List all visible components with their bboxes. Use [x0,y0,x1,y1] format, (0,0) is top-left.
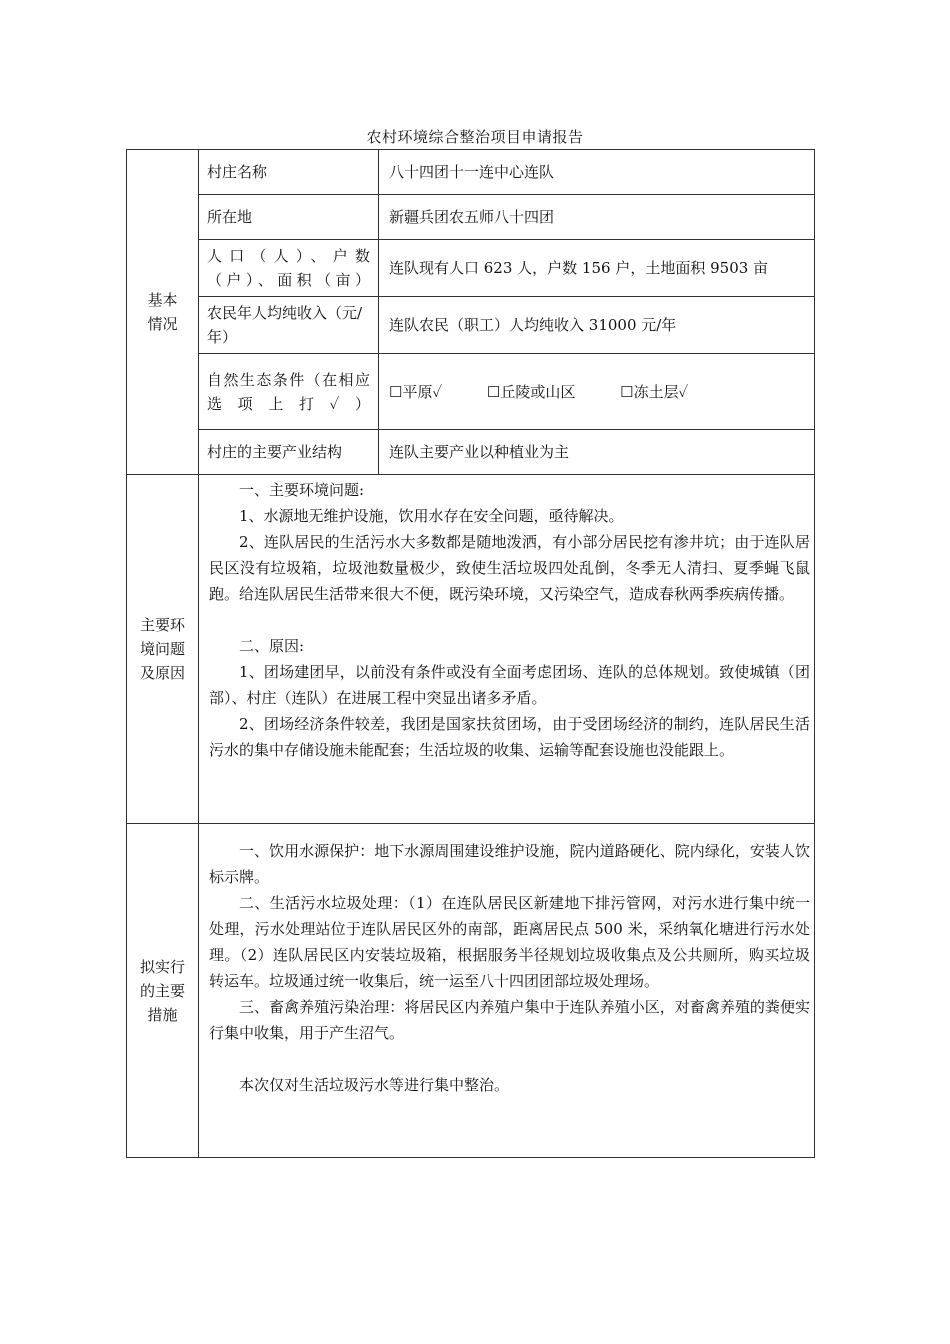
section-label-basic [127,150,199,475]
document-title: 农村环境综合整治项目申请报告 [366,128,584,146]
row-ecology [127,354,815,430]
row-problems [127,475,815,824]
problems-content [199,475,815,824]
problems-paragraph: 2、连队居民的生活污水大多数都是随地泼洒，有小部分居民挖有渗井坑；由于连队居民区没有垃圾箱，垃圾池数量极少，致使生活垃圾四处乱倒，冬季无人清扫、夏季蝇飞鼠跑。给连队居民生活带来很大不便，既污染环境，又污染空气，造成春秋两季疾病传播。 [209,533,810,603]
row-location [127,195,815,240]
field-value: 连队现有人口 623 人，户数 156 户，土地面积 9503 亩 [379,240,815,297]
row-income [127,297,815,354]
problems-heading: 一、主要环境问题: [239,481,365,499]
field-value: 连队农民（职工）人均纯收入 31000 元/年 [379,297,815,354]
field-label: 人口（人）、户数（户）、面积（亩） [199,240,379,297]
ecology-options [379,354,815,430]
section-label-problems [127,475,199,824]
measures-content [199,824,815,1158]
row-industry [127,430,815,475]
section-label-problems-text: 主要环 境问题 及原因 [139,616,185,682]
option-permafrost[interactable]: ☐冻土层✓ [620,382,689,401]
measures-paragraph: 一、饮用水源保护：地下水源周围建设维护设施，院内道路硬化、院内绿化，安装人饮标示牌。 [209,842,810,886]
field-value: 新疆兵团农五师八十四团 [379,195,815,240]
field-value: 连队主要产业以种植业为主 [379,430,815,475]
measures-note: 本次仅对生活垃圾污水等进行集中整治。 [239,1076,510,1094]
option-hills[interactable]: ☐丘陵或山区 [486,382,576,401]
problems-paragraph: 1、水源地无维护设施，饮用水存在安全问题，亟待解决。 [239,507,624,525]
causes-heading: 二、原因: [239,637,305,655]
field-label: 所在地 [199,195,379,240]
causes-paragraph: 1、团场建团早，以前没有条件或没有全面考虑团场、连队的总体规划。致使城镇（团部）、村庄（连队）在进展工程中突显出诸多矛盾。 [209,663,810,707]
report-table [126,149,815,1158]
field-value: 八十四团十一连中心连队 [379,150,815,195]
section-label-measures [127,824,199,1158]
field-label: 村庄的主要产业结构 [199,430,379,475]
field-label: 农民年人均纯收入（元/年） [199,297,379,354]
measures-paragraph: 三、畜禽养殖污染治理：将居民区内养殖户集中于连队养殖小区，对畜禽养殖的粪便实行集中收集，用于产生沼气。 [209,998,810,1042]
row-measures [127,824,815,1158]
row-village-name [127,150,815,195]
causes-paragraph: 2、团场经济条件较差，我团是国家扶贫团场，由于受团场经济的制约，连队居民生活污水的集中存储设施未能配套；生活垃圾的收集、运输等配套设施也没能跟上。 [209,715,810,759]
field-label: 自然生态条件（在相应选项上打✓） [199,354,379,430]
section-label-basic-text: 基本 情况 [147,291,178,333]
field-label: 村庄名称 [199,150,379,195]
option-plain[interactable]: ☐平原✓ [389,382,443,401]
section-label-measures-text: 拟实行 的主要 措施 [139,957,185,1024]
measures-paragraph: 二、生活污水垃圾处理：（1）在连队居民区新建地下排污管网，对污水进行集中统一处理，污水处理站位于连队居民区外的南部，距离居民点 500 米，采纳氧化塘进行污水处理。（2）连队居民区内安装垃圾箱，根据服务半径规划垃圾收集点及公共厕所，购买垃圾转运车。垃圾通过统一收集后，统一运至八十四团团部垃圾处理场。 [209,894,810,990]
row-population [127,240,815,297]
